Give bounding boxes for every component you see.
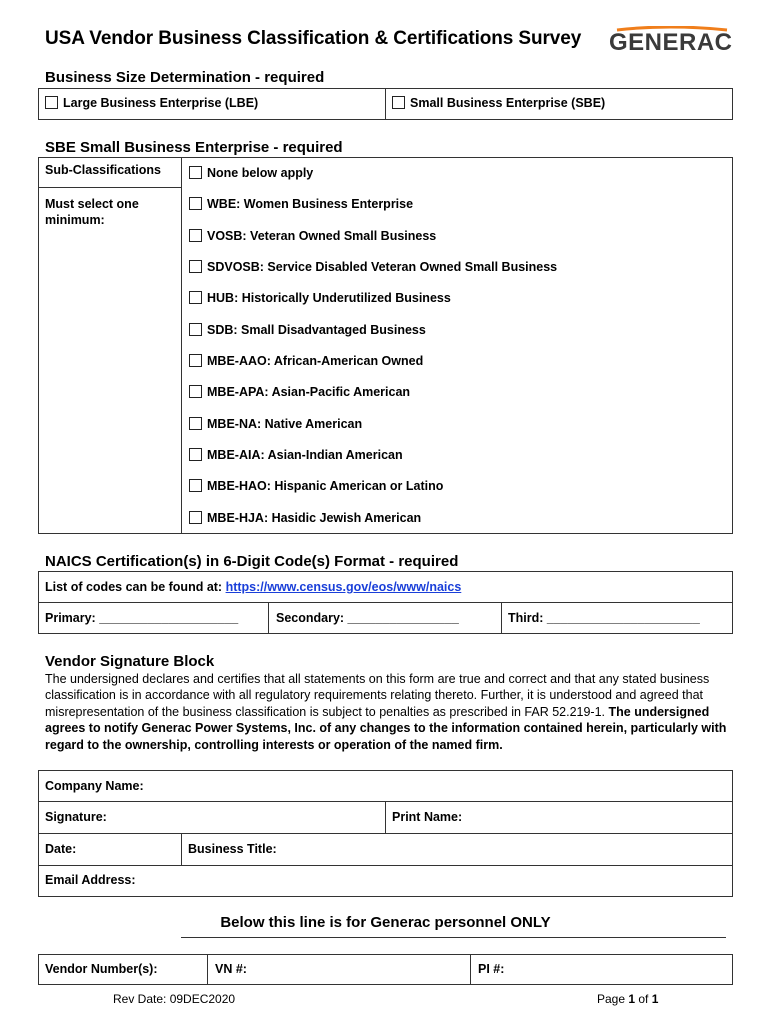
pi-field[interactable]: PI #: xyxy=(478,962,505,976)
business-title-field[interactable]: Business Title: xyxy=(188,842,277,856)
checkbox[interactable] xyxy=(189,354,202,367)
checkbox[interactable] xyxy=(189,479,202,492)
checkbox[interactable] xyxy=(189,166,202,179)
naics-primary-field[interactable]: Primary: ____________________ xyxy=(45,611,239,625)
sbe-option-mbe-hao[interactable]: MBE-HAO: Hispanic American or Latino xyxy=(189,479,443,493)
date-field[interactable]: Date: xyxy=(45,842,77,856)
certification-paragraph: The undersigned declares and certifies that all statements on this form are true and correct and that any stated business classification is in accordance with all regulatory requirements relating thereto. Further, it is understood and agreed that misrepresentation of the business classification is subject to penalties as prescribed in FAR 52.219-1. The undersigned agrees to notify Generac Power Systems, Inc. of any changes to the information contained herein, particularly with regard to the ownership, controlling interests or operation of the named firm. xyxy=(45,672,727,752)
lbe-option[interactable]: Large Business Enterprise (LBE) xyxy=(45,96,258,110)
signature-heading: Vendor Signature Block xyxy=(45,653,215,670)
sbe-option-sdb[interactable]: SDB: Small Disadvantaged Business xyxy=(189,323,426,337)
email-address-field[interactable]: Email Address: xyxy=(45,873,136,887)
page-title: USA Vendor Business Classification & Certifications Survey xyxy=(45,28,582,49)
sbe-option-mbe-hja[interactable]: MBE-HJA: Hasidic Jewish American xyxy=(189,511,421,525)
vendor-numbers-label: Vendor Number(s): xyxy=(45,962,158,976)
must-select-label: Must select one minimum: xyxy=(45,197,139,227)
logo-text: GENERAC xyxy=(609,29,733,56)
naics-third-field[interactable]: Third: ______________________ xyxy=(508,611,700,625)
checkbox[interactable] xyxy=(189,511,202,524)
business-size-heading: Business Size Determination - required xyxy=(45,69,325,86)
naics-link[interactable]: https://www.census.gov/eos/www/naics xyxy=(225,580,462,594)
sbe-option-none[interactable]: None below apply xyxy=(189,166,313,180)
checkbox[interactable] xyxy=(189,385,202,398)
checkbox[interactable] xyxy=(189,323,202,336)
checkbox[interactable] xyxy=(189,417,202,430)
sbe-heading: SBE Small Business Enterprise - required xyxy=(45,139,343,156)
sbe-option-mbe-apa[interactable]: MBE-APA: Asian-Pacific American xyxy=(189,385,410,399)
sbe-option-hub[interactable]: HUB: Historically Underutilized Business xyxy=(189,291,451,305)
checkbox[interactable] xyxy=(45,96,58,109)
sbe-option-mbe-aia[interactable]: MBE-AIA: Asian-Indian American xyxy=(189,448,403,462)
naics-secondary-field[interactable]: Secondary: ________________ xyxy=(276,611,459,625)
company-name-field[interactable]: Company Name: xyxy=(45,779,144,793)
sbe-option-vosb[interactable]: VOSB: Veteran Owned Small Business xyxy=(189,229,436,243)
naics-list-row: List of codes can be found at: https://www.census.gov/eos/www/naics xyxy=(45,580,462,594)
rev-date: Rev Date: 09DEC2020 xyxy=(113,992,236,1006)
checkbox[interactable] xyxy=(189,448,202,461)
checkbox[interactable] xyxy=(189,229,202,242)
sbe-option-wbe[interactable]: WBE: Women Business Enterprise xyxy=(189,197,413,211)
sbe-option-mbe-na[interactable]: MBE-NA: Native American xyxy=(189,417,362,431)
vn-field[interactable]: VN #: xyxy=(215,962,247,976)
checkbox[interactable] xyxy=(189,291,202,304)
sbe-option-mbe-aao[interactable]: MBE-AAO: African-American Owned xyxy=(189,354,423,368)
checkbox[interactable] xyxy=(189,197,202,210)
generac-logo xyxy=(609,26,734,56)
signature-field[interactable]: Signature: xyxy=(45,810,107,824)
checkbox[interactable] xyxy=(392,96,405,109)
page-number: Page 1 of 1 xyxy=(597,992,659,1006)
sbe-option-sdvosb[interactable]: SDVOSB: Service Disabled Veteran Owned Small Business xyxy=(189,260,557,274)
sub-classifications-label: Sub-Classifications xyxy=(45,163,161,177)
sbe-option[interactable]: Small Business Enterprise (SBE) xyxy=(392,96,605,110)
internal-heading: Below this line is for Generac personnel ONLY xyxy=(220,914,551,931)
print-name-field[interactable]: Print Name: xyxy=(392,810,463,824)
checkbox[interactable] xyxy=(189,260,202,273)
naics-heading: NAICS Certification(s) in 6-Digit Code(s) Format - required xyxy=(45,553,459,570)
